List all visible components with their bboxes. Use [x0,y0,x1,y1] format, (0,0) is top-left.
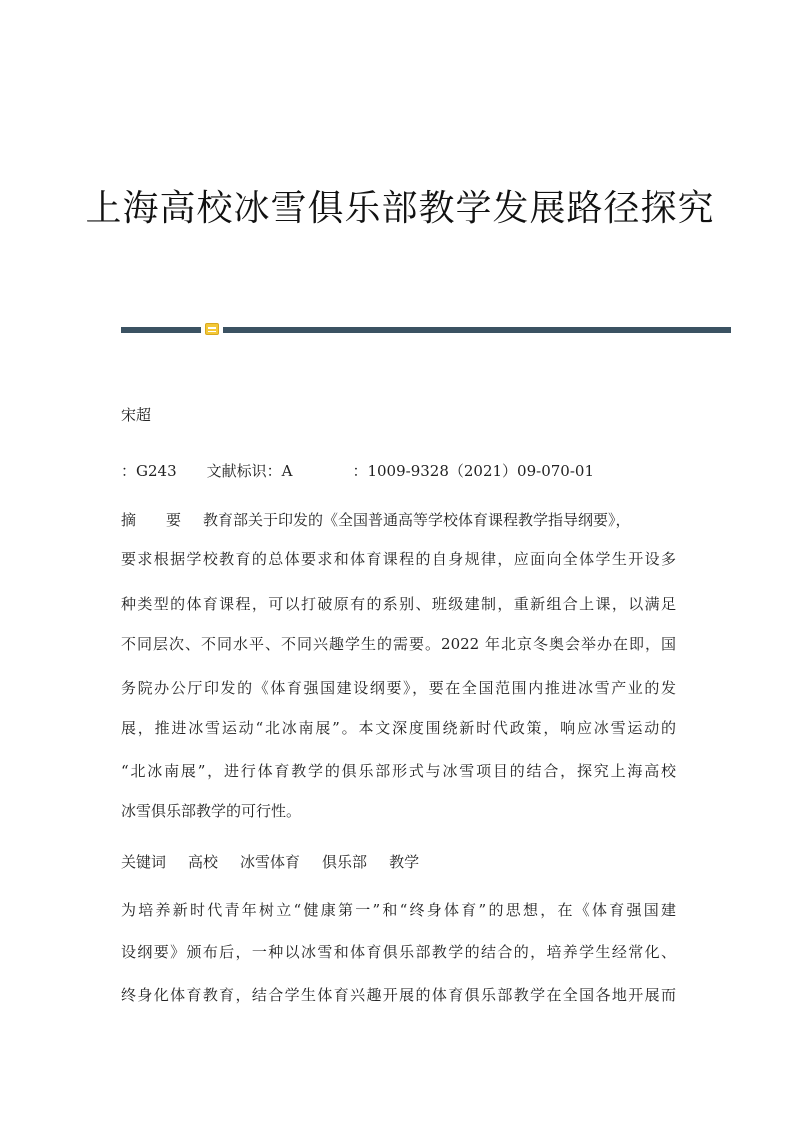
body-line: 终身化体育教育，结合学生体育兴趣开展的体育俱乐部教学在全国各地开展而 [121,986,676,1004]
abstract-line: 要求根据学校教育的总体要求和体育课程的自身规律，应面向全体学生开设多 [121,550,676,568]
author-name: 宋超 [121,406,152,424]
abstract-first-line [121,509,676,530]
body-line: 为培养新时代青年树立“健康第一”和“终身体育”的思想，在《体育强国建 [121,901,676,919]
document-icon [205,323,219,335]
class-number: ：G243 [121,462,177,480]
abstract-line: 展，推进冰雪运动“北冰南展”。本文深度围绕新时代政策，响应冰雪运动的 [121,719,676,737]
doc-code: 文献标识：A [206,462,293,480]
abstract-line: 务院办公厅印发的《体育强国建设纲要》，要在全国范围内推进冰雪产业的发 [121,679,676,697]
keywords-label: 关键词 [121,853,167,871]
paper-title: 上海高校冰雪俱乐部教学发展路径探究 [85,188,715,229]
meta-line [121,460,594,481]
keyword: 高校 [188,853,219,871]
abstract-line: 教育部关于印发的《全国普通高等学校体育课程教学指导纲要》， [203,511,631,529]
abstract-label: 摘 要 [121,511,182,529]
abstract-line: 种类型的体育课程，可以打破原有的系别、班级建制，重新组合上课，以满足 [121,595,676,613]
keyword: 冰雪体育 [240,853,301,871]
article-number: ：1009-9328（2021）09-070-01 [352,462,594,480]
keyword: 教学 [389,853,420,871]
abstract-line: 冰雪俱乐部教学的可行性。 [121,802,302,820]
body-line: 设纲要》颁布后，一种以冰雪和体育俱乐部教学的结合的，培养学生经常化、 [121,943,676,961]
abstract-line: 不同层次、不同水平、不同兴趣学生的需要。2022 年北京冬奥会举办在即，国 [121,635,676,653]
keyword: 俱乐部 [322,853,368,871]
keywords-line [121,851,441,872]
divider-bar-left [121,327,201,333]
title-divider [121,323,731,335]
abstract-line: “北冰南展”，进行体育教学的俱乐部形式与冰雪项目的结合，探究上海高校 [121,762,676,780]
divider-bar-right [223,327,731,333]
